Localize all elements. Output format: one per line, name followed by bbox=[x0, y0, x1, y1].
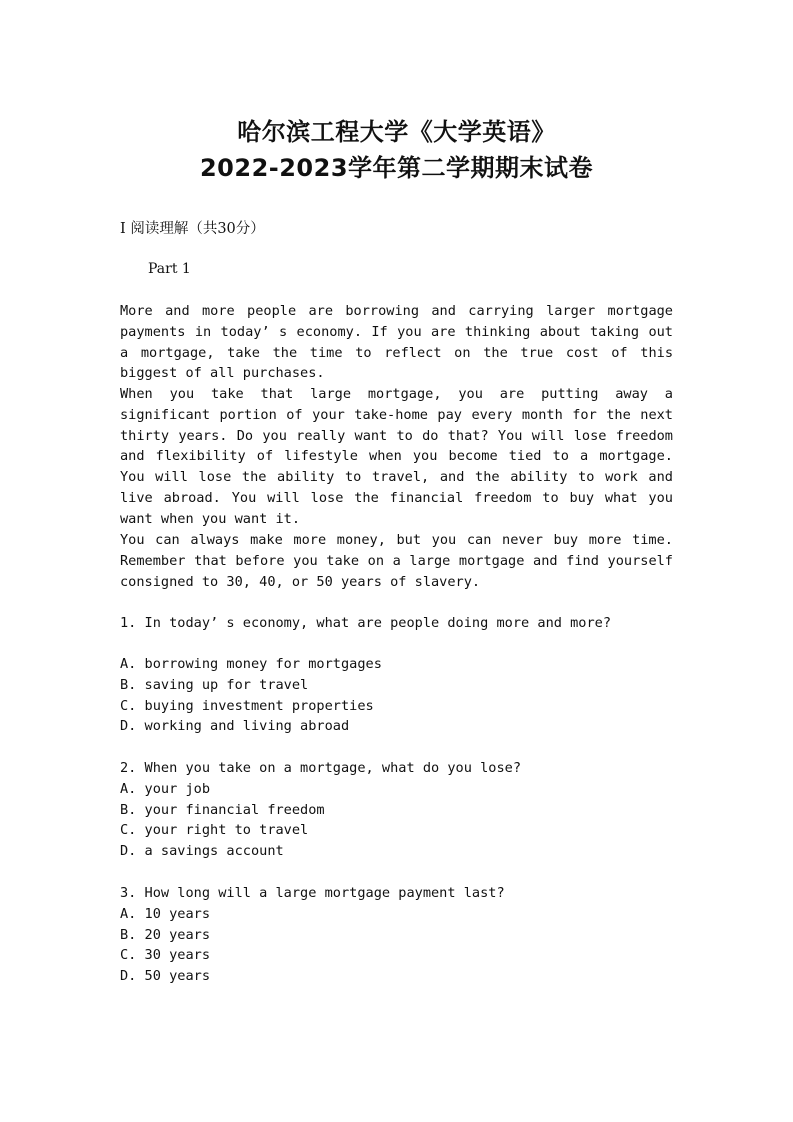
question-1 bbox=[120, 613, 680, 634]
answer-option: B. your financial freedom bbox=[120, 801, 325, 818]
question-2 bbox=[120, 758, 680, 862]
passage-paragraph-1: More and more people are borrowing and carrying larger mortgage payments in today’ s economy. If you are thinking about taking out a mortgage, take the time to reflect on the true cost of this biggest of all purchases. bbox=[120, 303, 673, 382]
answer-option: D. working and living abroad bbox=[120, 718, 350, 735]
answer-option: D. a savings account bbox=[120, 843, 284, 860]
answer-option: C. your right to travel bbox=[120, 822, 309, 839]
part-label: Part 1 bbox=[148, 261, 191, 277]
answer-option: A. 10 years bbox=[120, 905, 211, 922]
question-prompt: 1. In today’ s economy, what are people doing more and more? bbox=[120, 615, 612, 631]
exam-title: 哈尔滨工程大学《大学英语》 bbox=[237, 118, 556, 146]
question-prompt: 3. How long will a large mortgage payment last? bbox=[120, 885, 505, 901]
passage-paragraph-3: You can always make more money, but you can never buy more time. Remember that before you take on a large mortgage and find yourself consigned to 30, 40, or 50 years of slavery. bbox=[120, 532, 673, 590]
answer-option: B. saving up for travel bbox=[120, 676, 309, 693]
answer-option: B. 20 years bbox=[120, 926, 211, 943]
question-1-options bbox=[120, 654, 680, 737]
answer-option: D. 50 years bbox=[120, 968, 211, 985]
question-3 bbox=[120, 883, 680, 987]
answer-option: C. buying investment properties bbox=[120, 697, 374, 714]
answer-option: C. 30 years bbox=[120, 947, 211, 964]
exam-subtitle: 2022-2023学年第二学期期末试卷 bbox=[199, 154, 594, 182]
question-prompt: 2. When you take on a mortgage, what do you lose? bbox=[120, 760, 522, 776]
answer-option: A. borrowing money for mortgages bbox=[120, 656, 382, 672]
answer-option: A. your job bbox=[120, 780, 211, 797]
passage-paragraph-2: When you take that large mortgage, you are putting away a significant portion of your take-home pay every month for the next thirty years. Do you really want to do that? You will lose freedom and flexibility of lifestyle when you become tied to a mortgage. You will lose the ability to travel, and the ability to work and live abroad. You will lose the financial freedom to buy what you want when you want it. bbox=[120, 386, 673, 527]
section-heading: I 阅读理解（共30分） bbox=[120, 221, 265, 237]
